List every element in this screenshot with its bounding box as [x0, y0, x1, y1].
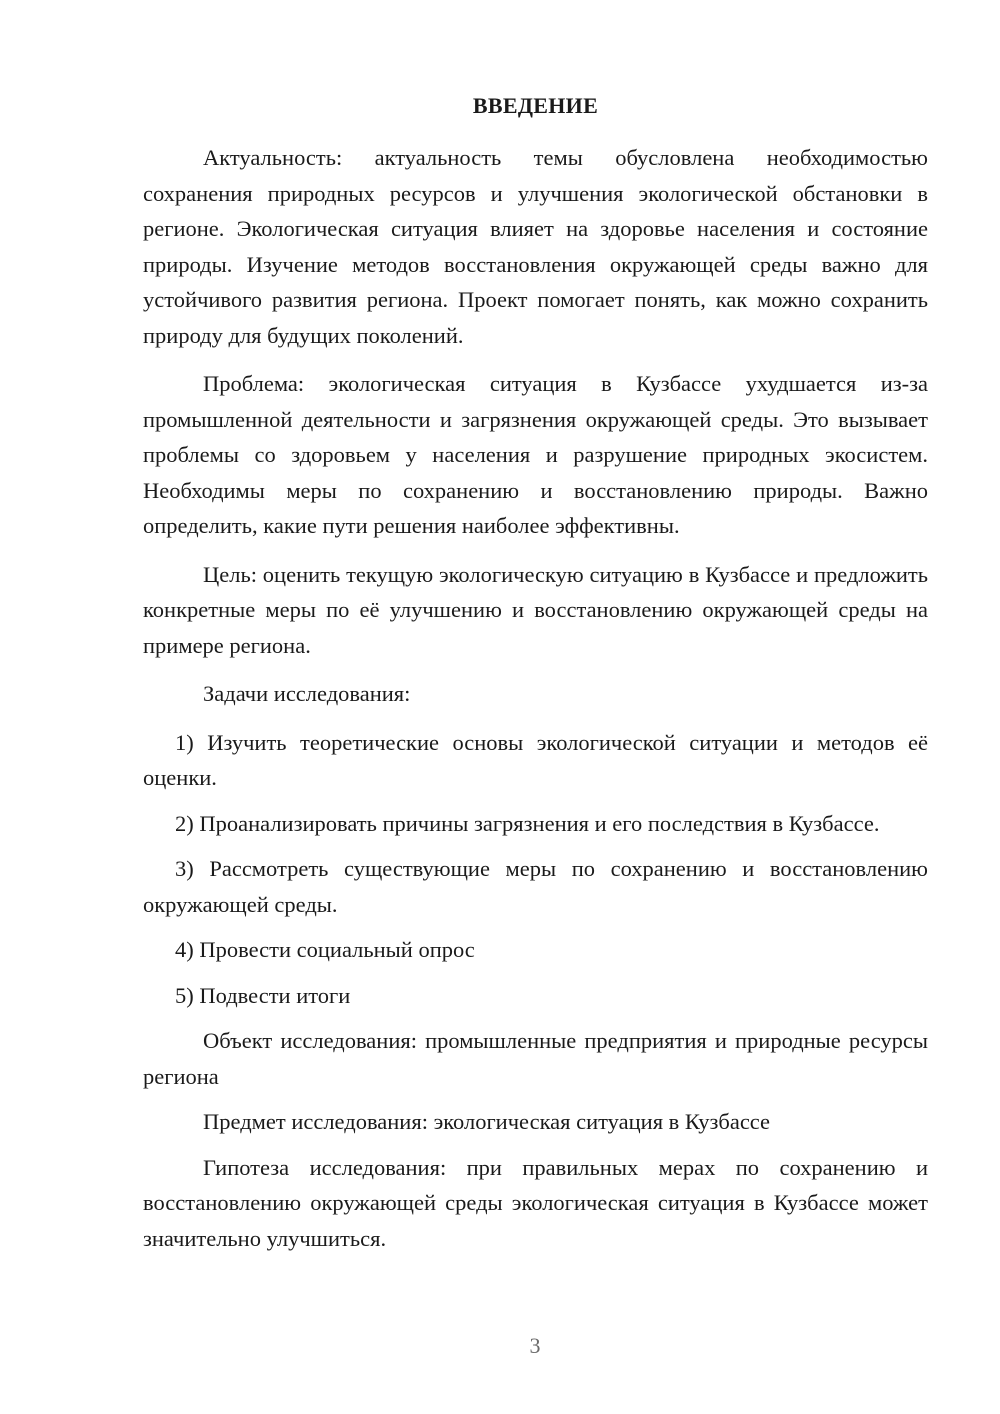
page-number: 3	[529, 1333, 541, 1358]
subject-paragraph: Предмет исследования: экологическая ситуация в Кузбассе	[203, 1109, 771, 1134]
problem-paragraph: Проблема: экологическая ситуация в Кузбассе ухудшается из-за промышленной деятельности и загрязнения окружающей среды. Это вызывает проблемы со здоровьем у населения и разрушение природных экосистем. Необходимы меры по сохранению и восстановлению природы. Важно определить, какие пути решения наиболее эффективны.	[143, 371, 928, 538]
goal-paragraph: Цель: оценить текущую экологическую ситуацию в Кузбассе и предложить конкретные меры по её улучшению и восстановлению окружающей среды на примере региона.	[143, 561, 928, 658]
relevance-paragraph: Актуальность: актуальность темы обусловлена необходимостью сохранения природных ресурсов и улучшения экологической обстановки в регионе. Экологическая ситуация влияет на здоровье населения и состояние природы. Изучение методов восстановления окружающей среды важно для устойчивого развития региона. Проект помогает понять, как можно сохранить природу для будущих поколений.	[143, 145, 928, 348]
hypothesis-paragraph: Гипотеза исследования: при правильных мерах по сохранению и восстановлению окружающей среды экологическая ситуация в Кузбассе может значительно улучшиться.	[143, 1154, 928, 1251]
page-title: ВВЕДЕНИЕ	[472, 93, 599, 118]
task-item-4: 4) Провести социальный опрос	[175, 937, 475, 962]
document-page	[143, 92, 928, 1266]
task-item-2: 2) Проанализировать причины загрязнения и его последствия в Кузбассе.	[175, 810, 880, 836]
object-paragraph: Объект исследования: промышленные предприятия и природные ресурсы региона	[143, 1028, 928, 1089]
tasks-heading: Задачи исследования:	[203, 681, 411, 706]
tasks-list	[143, 725, 928, 1014]
task-item-3: 3) Рассмотреть существующие меры по сохранению и восстановлению окружающей среды.	[143, 856, 928, 917]
task-item-5: 5) Подвести итоги	[175, 982, 351, 1008]
task-item-1: 1) Изучить теоретические основы экологической ситуации и методов её оценки.	[143, 729, 928, 790]
